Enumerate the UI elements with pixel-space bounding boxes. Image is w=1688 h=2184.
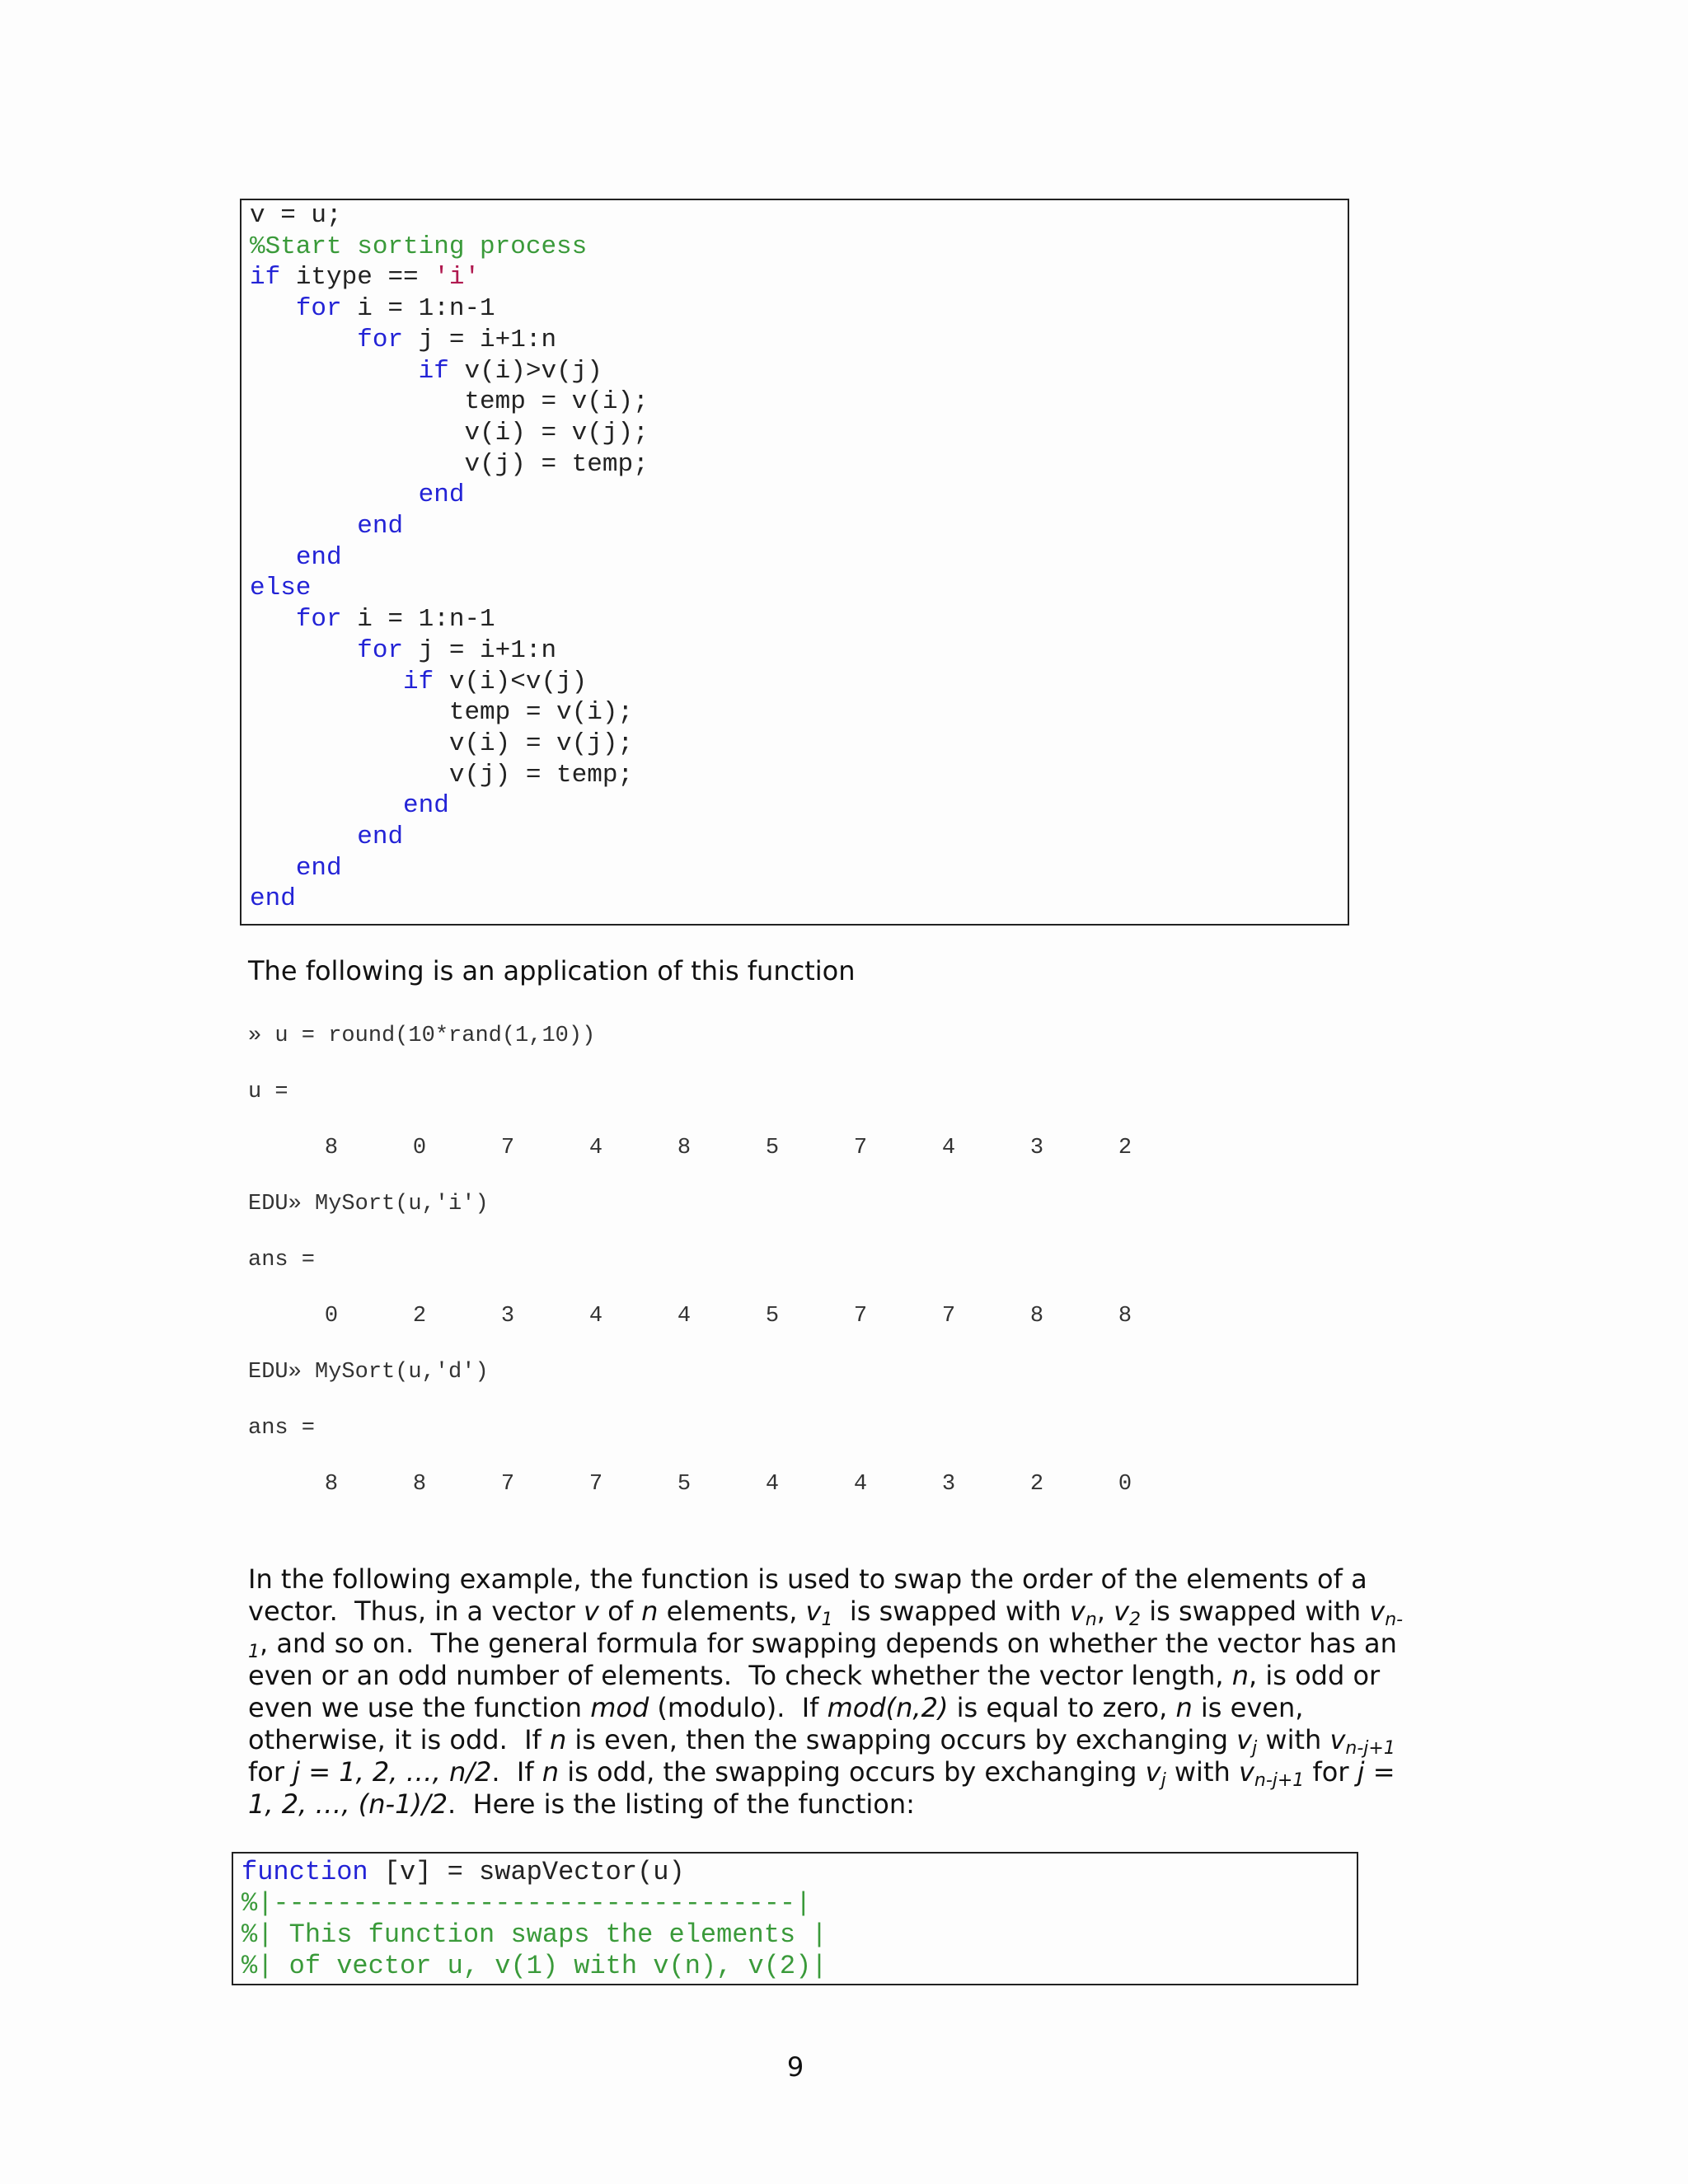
code-line bbox=[241, 1857, 685, 1888]
code-keyword: end bbox=[418, 480, 465, 510]
code-line bbox=[250, 604, 495, 635]
console-ans-label-1: ans = bbox=[248, 1248, 316, 1272]
code-line bbox=[250, 542, 342, 574]
console-value: 3 bbox=[941, 1472, 956, 1497]
code-text: i = 1:n-1 bbox=[341, 294, 495, 324]
console-value: 0 bbox=[1118, 1472, 1132, 1497]
console-value: 8 bbox=[324, 1472, 339, 1497]
code-keyword: end bbox=[250, 884, 296, 914]
code-line bbox=[250, 635, 556, 667]
code-comment: %| of vector u, v(1) with v(n), v(2)| bbox=[241, 1951, 828, 1981]
console-value: 8 bbox=[412, 1472, 427, 1497]
console-value: 7 bbox=[941, 1304, 956, 1329]
console-value: 4 bbox=[677, 1304, 692, 1329]
code-line bbox=[250, 262, 480, 293]
code-text: v(i)>v(j) bbox=[448, 356, 603, 386]
code-comment: %|---------------------------------| bbox=[241, 1888, 812, 1919]
code-text bbox=[250, 668, 403, 696]
code-keyword: else bbox=[250, 574, 312, 603]
paragraph-line-8: 1, 2, …, (n-1)/2. Here is the listing of the function: bbox=[248, 1788, 915, 1820]
code-line bbox=[241, 1888, 811, 1919]
code-keyword: function bbox=[241, 1857, 368, 1887]
code-keyword: for bbox=[357, 325, 404, 354]
code-keyword: end bbox=[357, 823, 404, 851]
code-text bbox=[250, 823, 357, 851]
console-value: 4 bbox=[588, 1136, 603, 1160]
code-line bbox=[250, 822, 403, 853]
code-text: j = i+1:n bbox=[403, 635, 557, 665]
code-keyword: end bbox=[357, 512, 404, 541]
code-line bbox=[250, 200, 342, 232]
console-value: 2 bbox=[412, 1304, 427, 1329]
console-value: 4 bbox=[588, 1304, 603, 1329]
code-text bbox=[250, 326, 357, 354]
code-line bbox=[250, 573, 311, 604]
code-keyword: end bbox=[403, 791, 449, 821]
code-line bbox=[250, 790, 449, 822]
code-text: v = u; bbox=[250, 201, 342, 230]
console-value: 7 bbox=[500, 1136, 515, 1160]
code-line bbox=[250, 853, 342, 884]
code-text bbox=[250, 636, 357, 665]
code-keyword: end bbox=[295, 853, 342, 883]
console-value: 8 bbox=[677, 1136, 692, 1160]
console-value: 5 bbox=[765, 1136, 780, 1160]
code-block-swapvector bbox=[232, 1852, 1358, 1985]
code-line bbox=[250, 729, 633, 760]
console-value: 8 bbox=[1029, 1304, 1044, 1329]
code-block-mysort bbox=[240, 199, 1349, 926]
paragraph-line-2: vector. Thus, in a vector v of n elements, $v_1$ is swapped with $v_n$, $v_2$ is swapped with $v_{n-}$ bbox=[248, 1596, 1404, 1630]
code-keyword: if bbox=[250, 263, 281, 293]
console-value: 0 bbox=[324, 1304, 339, 1329]
code-keyword: end bbox=[295, 542, 342, 572]
console-value: 0 bbox=[412, 1136, 427, 1160]
code-text: j = i+1:n bbox=[403, 325, 557, 354]
code-comment: %Start sorting process bbox=[250, 232, 588, 261]
code-line bbox=[250, 293, 495, 325]
code-line bbox=[250, 511, 403, 542]
paragraph-line-4: even or an odd number of elements. To check whether the vector length, n, is odd or bbox=[248, 1660, 1381, 1691]
intro-text: The following is an application of this function bbox=[248, 955, 856, 987]
console-value: 7 bbox=[500, 1472, 515, 1497]
code-text: v(i)<v(j) bbox=[434, 667, 588, 696]
console-value: 4 bbox=[941, 1136, 956, 1160]
code-string: 'i' bbox=[434, 263, 481, 293]
paragraph-line-5: even we use the function mod (modulo). If mod(n,2) is equal to zero, n is even, bbox=[248, 1692, 1304, 1723]
console-command-1: » u = round(10*rand(1,10)) bbox=[248, 1024, 596, 1048]
code-text bbox=[250, 294, 296, 323]
console-command-3: EDU» MySort(u,'d') bbox=[248, 1360, 489, 1385]
code-text bbox=[250, 605, 296, 634]
code-keyword: for bbox=[357, 635, 404, 665]
code-text: v(j) = temp; bbox=[250, 449, 649, 479]
console-value: 4 bbox=[853, 1472, 868, 1497]
code-line bbox=[250, 387, 649, 418]
code-text: temp = v(i); bbox=[250, 387, 649, 417]
code-text: v(i) = v(j); bbox=[250, 729, 634, 758]
code-line bbox=[250, 760, 633, 791]
code-keyword: for bbox=[295, 294, 342, 324]
code-comment: %| This function swaps the elements | bbox=[241, 1919, 828, 1950]
code-line bbox=[250, 418, 649, 449]
code-text bbox=[250, 480, 419, 509]
code-line bbox=[250, 480, 464, 511]
paragraph-line-1: In the following example, the function is used to swap the order of the elements of a bbox=[248, 1563, 1367, 1595]
console-value: 7 bbox=[588, 1472, 603, 1497]
code-text bbox=[250, 512, 357, 541]
console-value: 8 bbox=[1118, 1304, 1132, 1329]
code-line bbox=[250, 667, 587, 698]
console-ans-label-2: ans = bbox=[248, 1416, 316, 1441]
console-value: 2 bbox=[1029, 1472, 1044, 1497]
console-value: 3 bbox=[500, 1304, 515, 1329]
console-value: 8 bbox=[324, 1136, 339, 1160]
code-text: v(j) = temp; bbox=[250, 760, 634, 790]
console-value: 5 bbox=[765, 1304, 780, 1329]
code-line bbox=[241, 1951, 828, 1982]
console-value: 4 bbox=[765, 1472, 780, 1497]
code-line bbox=[241, 1919, 828, 1951]
code-line bbox=[250, 697, 633, 729]
code-keyword: for bbox=[295, 605, 342, 635]
console-value: 7 bbox=[853, 1304, 868, 1329]
paragraph-line-7: for j = 1, 2, …, n/2. If n is odd, the swapping occurs by exchanging $v_j$ with $v_{n-j+1}$ for j = bbox=[248, 1756, 1395, 1791]
code-line bbox=[250, 449, 649, 480]
code-text: temp = v(i); bbox=[250, 698, 634, 728]
code-text: v(i) = v(j); bbox=[250, 418, 649, 448]
console-value: 2 bbox=[1118, 1136, 1132, 1160]
code-line bbox=[250, 232, 587, 263]
console-u-label: u = bbox=[248, 1080, 288, 1104]
console-value: 5 bbox=[677, 1472, 692, 1497]
console-command-2: EDU» MySort(u,'i') bbox=[248, 1192, 489, 1216]
page-number: 9 bbox=[786, 2051, 804, 2083]
code-text: itype == bbox=[280, 263, 434, 293]
code-line bbox=[250, 325, 556, 356]
code-keyword: if bbox=[403, 667, 434, 696]
code-line bbox=[250, 883, 296, 915]
paragraph-line-3: $_1$, and so on. The general formula for swapping depends on whether the vector has an bbox=[248, 1628, 1397, 1662]
console-value: 3 bbox=[1029, 1136, 1044, 1160]
code-text bbox=[250, 854, 296, 883]
code-text bbox=[250, 543, 296, 572]
paragraph-line-6: otherwise, it is odd. If n is even, then the swapping occurs by exchanging $v_j$ with $v_{n-j+1}$ bbox=[248, 1724, 1395, 1759]
code-text: [v] = swapVector(u) bbox=[368, 1857, 685, 1887]
code-line bbox=[250, 356, 603, 387]
code-text bbox=[250, 357, 419, 386]
console-value: 7 bbox=[853, 1136, 868, 1160]
code-keyword: if bbox=[418, 356, 449, 386]
code-text bbox=[250, 791, 403, 820]
code-text: i = 1:n-1 bbox=[341, 605, 495, 635]
